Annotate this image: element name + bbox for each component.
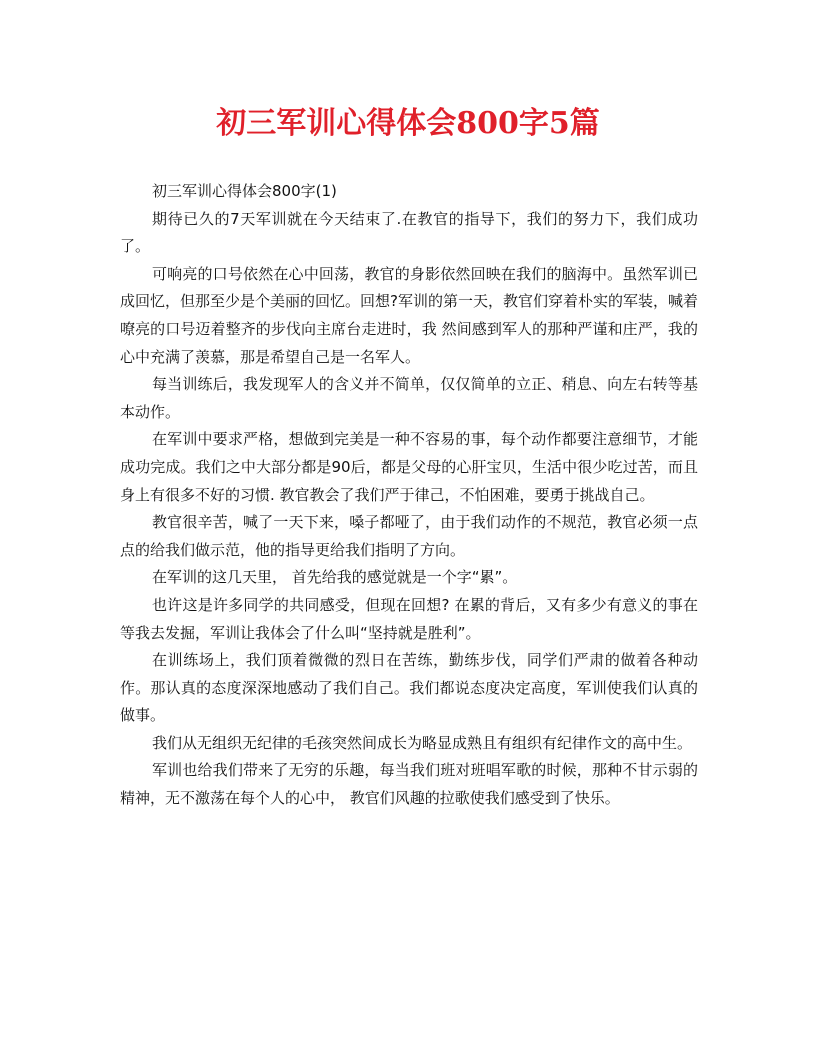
document-body <box>120 178 698 813</box>
section-heading: 初三军训心得体会800字(1) <box>152 182 337 200</box>
paragraph: 每当训练后，我发现军人的含义并不简单，仅仅简单的立正、稍息、向左右转等基本动作。 <box>120 375 698 421</box>
paragraph: 在军训的这几天里， 首先给我的感觉就是一个字“累”。 <box>152 568 518 587</box>
paragraph: 我们从无组织无纪律的毛孩突然间成长为略显成熟且有组织有纪律作文的高中生。 <box>152 733 693 752</box>
paragraph: 军训也给我们带来了无穷的乐趣，每当我们班对班唱军歌的时候，那种不甘示弱的精神，无不激荡在每个人的心中， 教官们风趣的拉歌使我们感受到了快乐。 <box>120 761 698 808</box>
paragraph: 在训练场上，我们顶着微微的烈日在苦练，勤练步伐，同学们严肃的做着各种动作。那认真的态度深深地感动了我们自己。我们都说态度决定高度，军训使我们认真的做事。 <box>120 651 698 725</box>
paragraph: 可响亮的口号依然在心中回荡，教官的身影依然回映在我们的脑海中。虽然军训已成回忆，但那至少是个美丽的回忆。回想?军训的第一天，教官们穿着朴实的军装，喊着嘹亮的口号迈着整齐的步伐向主席台走进时，我 然间感到军人的那种严谨和庄严，我的心中充满了羡慕，那是希望自己是一名军人。 <box>120 264 698 366</box>
paragraph: 在军训中要求严格，想做到完美是一种不容易的事，每个动作都要注意细节，才能成功完成。我们之中大部分都是90后，都是父母的心肝宝贝，生活中很少吃过苦，而且身上有很多不好的习惯. 教官教会了我们严于律己，不怕困难，要勇于挑战自己。 <box>120 430 698 504</box>
paragraph: 也许这是许多同学的共同感受，但现在回想? 在累的背后，又有多少有意义的事在等我去发掘，军训让我体会了什么叫“坚持就是胜利”。 <box>120 595 698 642</box>
paragraph: 期待已久的7天军训就在今天结束了.在教官的指导下，我们的努力下，我们成功了。 <box>120 209 698 256</box>
paragraph: 教官很辛苦，喊了一天下来，嗓子都哑了，由于我们动作的不规范，教官必须一点点的给我们做示范，他的指导更给我们指明了方向。 <box>120 513 698 559</box>
document-title: 初三军训心得体会800字5篇 <box>216 106 600 141</box>
